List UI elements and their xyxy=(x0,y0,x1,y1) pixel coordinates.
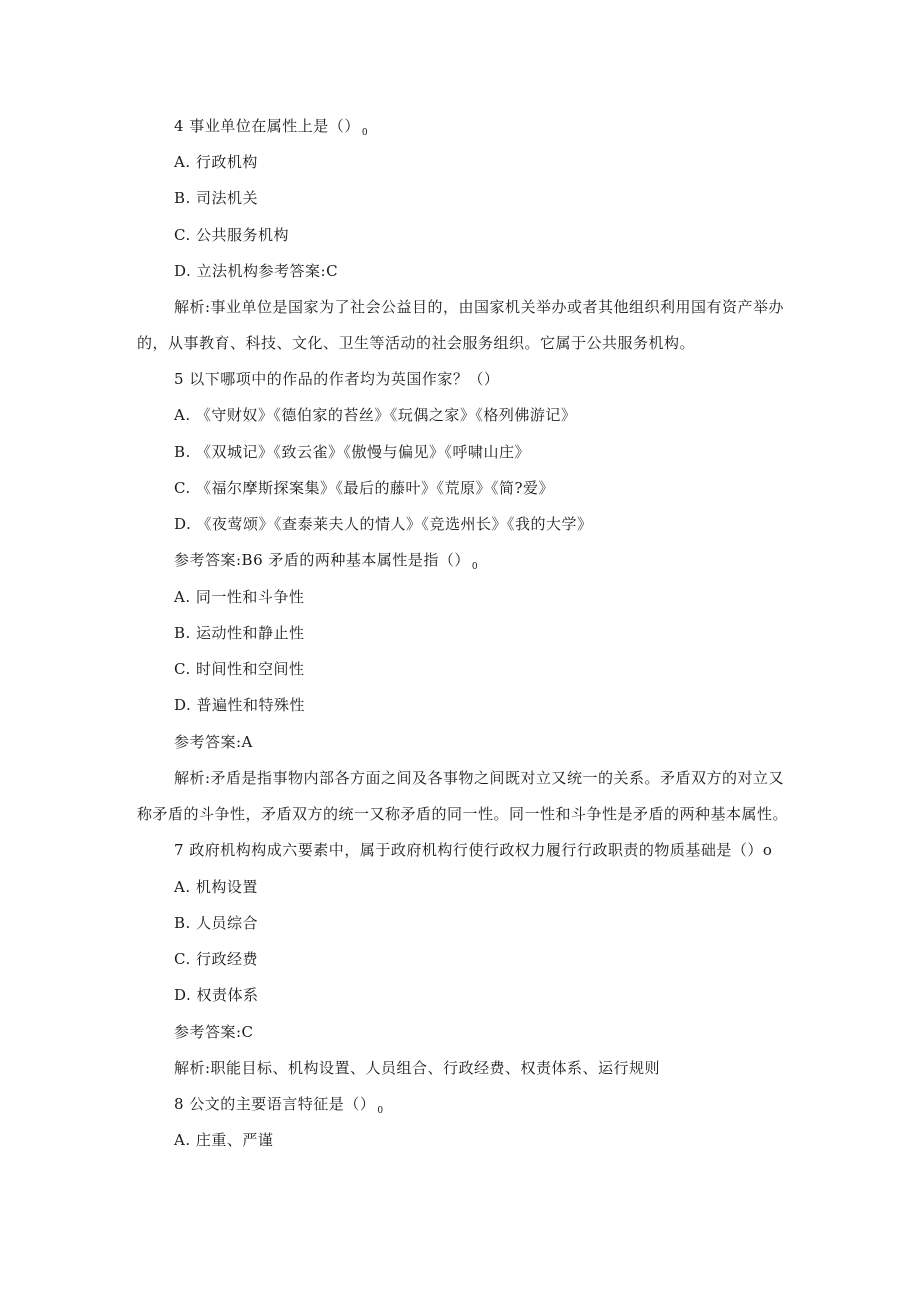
question-6-stem-text: 参考答案:B6 矛盾的两种基本属性是指（） xyxy=(174,551,470,569)
question-6-option-d: D. 普遍性和特殊性 xyxy=(174,696,306,714)
question-6-stem xyxy=(174,550,478,573)
question-4-option-c: C. 公共服务机构 xyxy=(174,226,289,244)
question-4-stem-text: 4 事业单位在属性上是（） xyxy=(174,117,360,135)
question-6-analysis-line-1: 解析:矛盾是指事物内部各方面之间及各事物之间既对立又统一的关系。矛盾双方的对立又 xyxy=(174,769,785,787)
question-6-option-b: B. 运动性和静止性 xyxy=(174,624,305,642)
question-7-option-b: B. 人员综合 xyxy=(174,914,259,932)
question-4-stem-suffix: 0 xyxy=(361,128,369,138)
question-6-answer: 参考答案:A xyxy=(174,733,253,751)
question-7-answer: 参考答案:C xyxy=(174,1023,254,1041)
question-7-analysis: 解析:职能目标、机构设置、人员组合、行政经费、权责体系、运行规则 xyxy=(174,1059,661,1077)
question-4-option-d-answer: D. 立法机构参考答案:C xyxy=(174,262,339,280)
question-8-stem-text: 8 公文的主要语言特征是（） xyxy=(174,1095,376,1113)
question-8-stem xyxy=(174,1094,384,1117)
question-7-stem: 7 政府机构构成六要素中，属于政府机构行使行政权力履行行政职责的物质基础是（）o xyxy=(174,841,773,859)
question-5-option-c: C. 《福尔摩斯探案集》《最后的藤叶》《荒原》《简?爱》 xyxy=(174,479,555,497)
question-7-option-a: A. 机构设置 xyxy=(174,878,258,896)
question-6-option-a: A. 同一性和斗争性 xyxy=(174,588,305,606)
question-6-stem-suffix: 0 xyxy=(471,562,479,572)
question-4-analysis-line-1: 解析:事业单位是国家为了社会公益目的，由国家机关举办或者其他组织利用国有资产举办 xyxy=(174,298,785,316)
question-8-option-a: A. 庄重、严谨 xyxy=(174,1131,274,1149)
question-8-stem-suffix: 0 xyxy=(377,1106,384,1116)
question-5-stem: 5 以下哪项中的作品的作者均为英国作家？（） xyxy=(174,370,500,388)
question-6-analysis-line-2: 称矛盾的斗争性，矛盾双方的统一又称矛盾的同一性。同一性和斗争性是矛盾的两种基本属性。 xyxy=(137,805,789,823)
question-7-option-d: D. 权责体系 xyxy=(174,986,259,1004)
question-4-option-a: A. 行政机构 xyxy=(174,153,258,171)
question-4-stem xyxy=(174,116,368,139)
question-5-option-d: D. 《夜莺颂》《查泰莱夫人的情人》《竞选州长》《我的大学》 xyxy=(174,515,593,533)
question-4-analysis-line-2: 的，从事教育、科技、文化、卫生等活动的社会服务组织。它属于公共服务机构。 xyxy=(137,334,696,352)
question-7-option-c: C. 行政经费 xyxy=(174,950,258,968)
question-6-option-c: C. 时间性和空间性 xyxy=(174,660,305,678)
question-5-option-b: B. 《双城记》《致云雀》《傲慢与偏见》《呼啸山庄》 xyxy=(174,443,531,461)
question-5-option-a: A. 《守财奴》《德伯家的苔丝》《玩偶之家》《格列佛游记》 xyxy=(174,406,577,424)
question-4-option-b: B. 司法机关 xyxy=(174,189,259,207)
